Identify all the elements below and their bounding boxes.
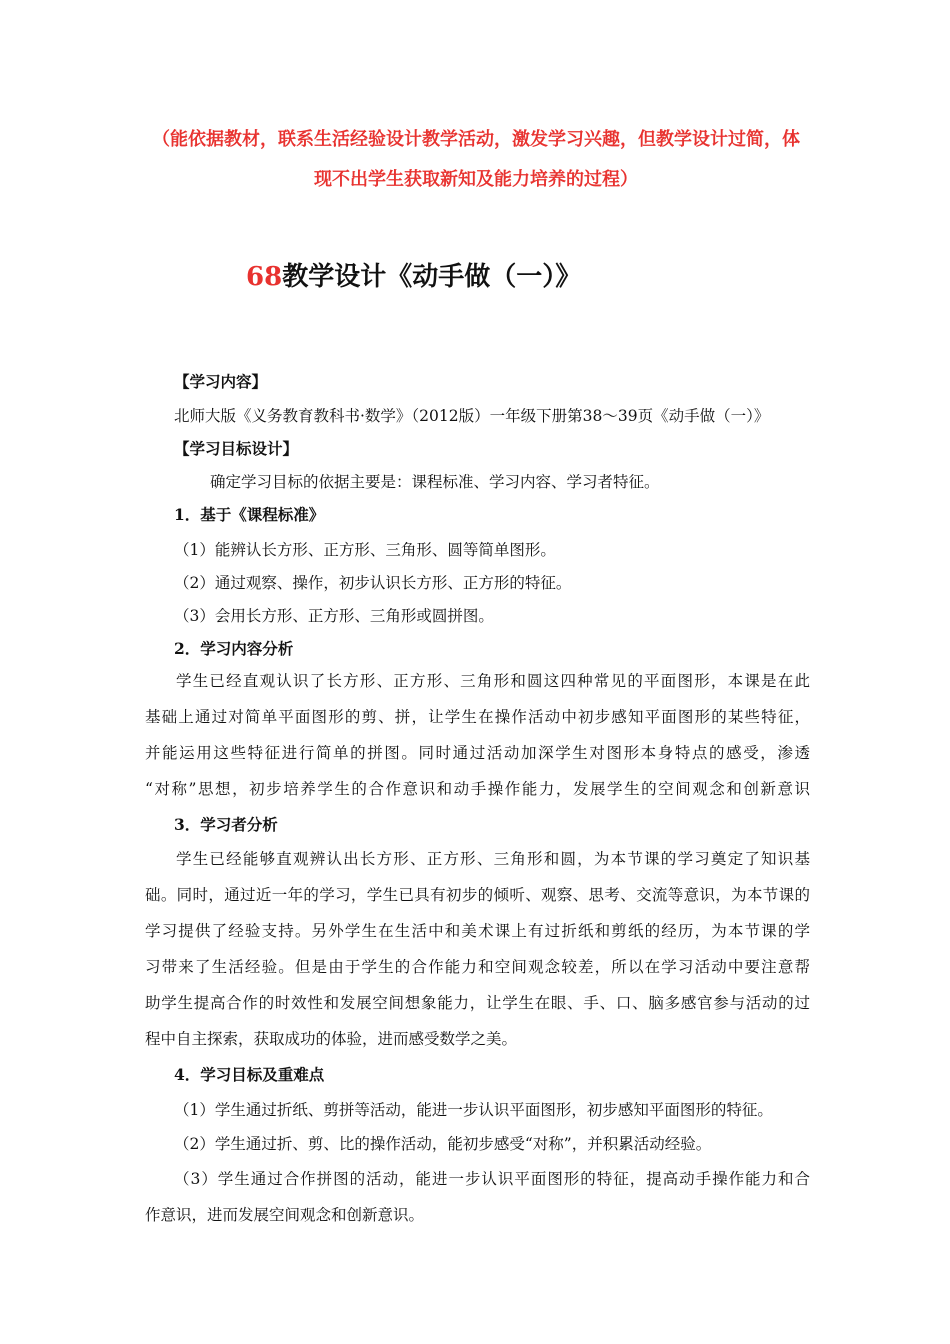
title-text: 教学设计《动手做（一）》	[282, 262, 582, 292]
list-item: （3）会用长方形、正方形、三角形或圆拼图。	[174, 607, 494, 625]
learning-goal-intro: 确定学习目标的依据主要是：课程标准、学习内容、学习者特征。	[210, 473, 660, 491]
list-item: （3）学生通过合作拼图的活动，能进一步认识平面图形的特征，提高动手操作能力和合	[174, 1170, 810, 1188]
paragraph-line: 基础上通过对简单平面图形的剪、拼，让学生在操作活动中初步感知平面图形的某些特征，	[145, 708, 810, 726]
paragraph-line: 习带来了生活经验。但是由于学生的合作能力和空间观念较差，所以在学习活动中要注意帮	[145, 958, 810, 976]
learning-content-text: 北师大版《义务教育教科书·数学》（2012版）一年级下册第38～39页《动手做（一）》	[174, 407, 770, 425]
list-item: 作意识，进而发展空间观念和创新意识。	[145, 1206, 425, 1224]
paragraph-line: 程中自主探索，获取成功的体验，进而感受数学之美。	[145, 1030, 518, 1048]
document-title	[246, 257, 581, 297]
part3-heading: 3．学习者分析	[174, 815, 278, 834]
paragraph-line: 并能运用这些特征进行简单的拼图。同时通过活动加深学生对图形本身特点的感受，渗透	[145, 744, 810, 762]
part4-heading: 4．学习目标及重难点	[174, 1065, 325, 1084]
learning-goal-heading: 【学习目标设计】	[174, 439, 299, 458]
paragraph-line: 学生已经能够直观辨认出长方形、正方形、三角形和圆，为本节课的学习奠定了知识基	[176, 850, 810, 868]
part2-heading: 2．学习内容分析	[174, 639, 294, 658]
list-item: （1）学生通过折纸、剪拼等活动，能进一步认识平面图形，初步感知平面图形的特征。	[174, 1101, 773, 1119]
part1-heading: 1．基于《课程标准》	[174, 505, 325, 524]
title-number: 68	[246, 262, 283, 292]
paragraph-line: “对称”思想，初步培养学生的合作意识和动手操作能力，发展学生的空间观念和创新意识	[145, 780, 810, 798]
learning-content-heading: 【学习内容】	[174, 372, 268, 391]
paragraph-line: 学习提供了经验支持。另外学生在生活中和美术课上有过折纸和剪纸的经历，为本节课的学	[145, 922, 810, 940]
paragraph-line: 学生已经直观认识了长方形、正方形、三角形和圆这四种常见的平面图形，本课是在此	[176, 672, 810, 690]
list-item: （2）学生通过折、剪、比的操作活动，能初步感受“对称”，并积累活动经验。	[174, 1135, 712, 1153]
paragraph-line: 助学生提高合作的时效性和发展空间想象能力，让学生在眼、手、口、脑多感官参与活动的过	[145, 994, 810, 1012]
paragraph-line: 础。同时，通过近一年的学习，学生已具有初步的倾听、观察、思考、交流等意识，为本节课的	[145, 886, 810, 904]
list-item: （1）能辨认长方形、正方形、三角形、圆等简单图形。	[174, 541, 556, 559]
review-comment-line-1: （能依据教材，联系生活经验设计教学活动，激发学习兴趣，但教学设计过简，体	[152, 129, 800, 150]
review-comment-line-2: 现不出学生获取新知及能力培养的过程）	[314, 169, 638, 190]
list-item: （2）通过观察、操作，初步认识长方形、正方形的特征。	[174, 574, 572, 592]
